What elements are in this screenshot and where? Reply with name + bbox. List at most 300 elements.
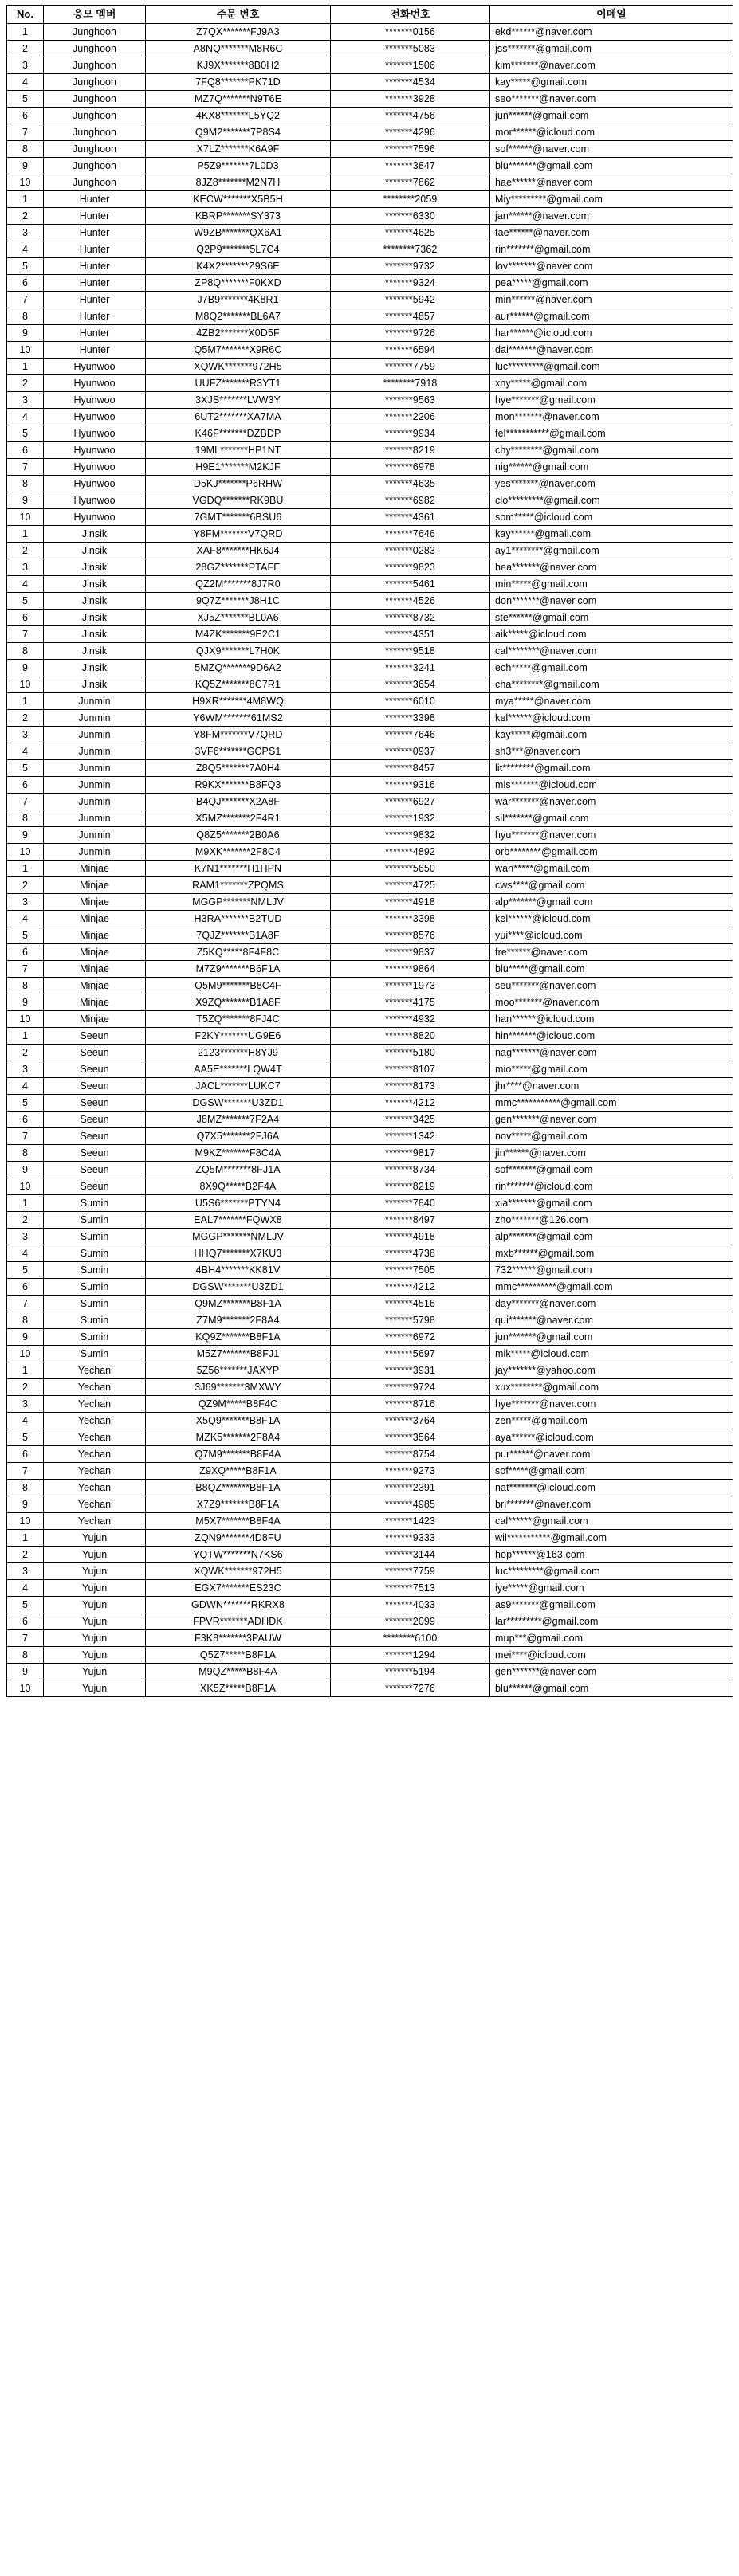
- cell-order-number: DGSW*******U3ZD1: [146, 1095, 331, 1112]
- cell-phone: *******3847: [331, 158, 490, 174]
- cell-no: 1: [7, 1362, 44, 1379]
- cell-no: 9: [7, 1496, 44, 1513]
- table-row: [7, 1162, 733, 1178]
- cell-email: rin*******@gmail.com: [490, 241, 733, 258]
- cell-member: Junmin: [44, 760, 146, 777]
- cell-no: 6: [7, 610, 44, 626]
- cell-no: 1: [7, 24, 44, 41]
- table-row: [7, 894, 733, 911]
- cell-no: 10: [7, 676, 44, 693]
- cell-member: Sumin: [44, 1329, 146, 1346]
- cell-member: Hunter: [44, 208, 146, 225]
- table-row: [7, 1128, 733, 1145]
- cell-phone: *******5083: [331, 41, 490, 57]
- cell-email: rin*******@icloud.com: [490, 1178, 733, 1195]
- cell-email: cal******@gmail.com: [490, 1513, 733, 1530]
- cell-member: Junghoon: [44, 174, 146, 191]
- cell-no: 3: [7, 1229, 44, 1245]
- cell-no: 6: [7, 1279, 44, 1296]
- table-row: [7, 425, 733, 442]
- cell-member: Jinsik: [44, 626, 146, 643]
- cell-order-number: F2KY*******UG9E6: [146, 1028, 331, 1045]
- cell-no: 10: [7, 1178, 44, 1195]
- cell-order-number: X7LZ*******K6A9F: [146, 141, 331, 158]
- column-header-member: 응모 멤버: [44, 6, 146, 24]
- cell-order-number: Z8Q5*******7A0H4: [146, 760, 331, 777]
- cell-no: 1: [7, 1195, 44, 1212]
- cell-email: moo*******@naver.com: [490, 994, 733, 1011]
- cell-phone: *******8219: [331, 1178, 490, 1195]
- cell-email: sof******@naver.com: [490, 141, 733, 158]
- cell-no: 5: [7, 91, 44, 108]
- cell-order-number: 3XJS*******LVW3Y: [146, 392, 331, 409]
- cell-no: 2: [7, 375, 44, 392]
- table-row: [7, 1078, 733, 1095]
- cell-order-number: KQ5Z*******8C7R1: [146, 676, 331, 693]
- table-row: [7, 375, 733, 392]
- cell-phone: *******7513: [331, 1580, 490, 1597]
- cell-member: Junghoon: [44, 141, 146, 158]
- cell-order-number: XJ5Z*******BL0A6: [146, 610, 331, 626]
- cell-no: 9: [7, 492, 44, 509]
- cell-no: 6: [7, 108, 44, 124]
- cell-email: hea*******@naver.com: [490, 559, 733, 576]
- cell-order-number: Y6WM*******61MS2: [146, 710, 331, 727]
- cell-phone: *******6978: [331, 459, 490, 476]
- table-row: [7, 124, 733, 141]
- cell-email: fre******@naver.com: [490, 944, 733, 961]
- table-row: [7, 961, 733, 978]
- cell-phone: *******9732: [331, 258, 490, 275]
- cell-no: 8: [7, 476, 44, 492]
- cell-member: Junghoon: [44, 57, 146, 74]
- cell-phone: *******9823: [331, 559, 490, 576]
- cell-no: 2: [7, 1212, 44, 1229]
- cell-phone: *******2206: [331, 409, 490, 425]
- cell-member: Junghoon: [44, 24, 146, 41]
- table-row: [7, 1011, 733, 1028]
- table-row: [7, 1329, 733, 1346]
- table-row: [7, 459, 733, 476]
- table-row: [7, 1312, 733, 1329]
- cell-email: cal********@naver.com: [490, 643, 733, 660]
- cell-email: jin******@naver.com: [490, 1145, 733, 1162]
- table-row: [7, 1547, 733, 1563]
- cell-member: Seeun: [44, 1162, 146, 1178]
- cell-email: yes*******@naver.com: [490, 476, 733, 492]
- cell-email: mor******@icloud.com: [490, 124, 733, 141]
- cell-email: clo*********@gmail.com: [490, 492, 733, 509]
- cell-phone: *******5798: [331, 1312, 490, 1329]
- table-row: [7, 308, 733, 325]
- cell-phone: *******4175: [331, 994, 490, 1011]
- cell-order-number: J7B9*******4K8R1: [146, 292, 331, 308]
- cell-order-number: H3RA*******B2TUD: [146, 911, 331, 927]
- table-row: [7, 777, 733, 794]
- cell-email: sil*******@gmail.com: [490, 810, 733, 827]
- cell-order-number: ZP8Q*******F0KXD: [146, 275, 331, 292]
- cell-member: Minjae: [44, 911, 146, 927]
- cell-no: 2: [7, 1045, 44, 1061]
- table-row: [7, 41, 733, 57]
- cell-email: mik*****@icloud.com: [490, 1346, 733, 1362]
- cell-no: 5: [7, 1262, 44, 1279]
- cell-member: Yujun: [44, 1580, 146, 1597]
- cell-no: 7: [7, 1296, 44, 1312]
- cell-order-number: P5Z9*******7L0D3: [146, 158, 331, 174]
- table-row: [7, 1630, 733, 1647]
- cell-order-number: Z9XQ*****B8F1A: [146, 1463, 331, 1480]
- cell-email: alp*******@gmail.com: [490, 1229, 733, 1245]
- cell-member: Sumin: [44, 1229, 146, 1245]
- cell-order-number: ZQ5M*******8FJ1A: [146, 1162, 331, 1178]
- cell-email: har******@icloud.com: [490, 325, 733, 342]
- cell-email: don*******@naver.com: [490, 593, 733, 610]
- cell-order-number: Q2P9*******5L7C4: [146, 241, 331, 258]
- cell-phone: ********7918: [331, 375, 490, 392]
- cell-no: 10: [7, 1011, 44, 1028]
- table-row: [7, 1613, 733, 1630]
- cell-member: Jinsik: [44, 643, 146, 660]
- cell-phone: *******2099: [331, 1613, 490, 1630]
- cell-order-number: H9E1*******M2KJF: [146, 459, 331, 476]
- cell-order-number: 4ZB2*******X0D5F: [146, 325, 331, 342]
- table-row: [7, 927, 733, 944]
- cell-phone: *******5194: [331, 1664, 490, 1680]
- cell-phone: *******7759: [331, 1563, 490, 1580]
- table-row: [7, 526, 733, 543]
- cell-no: 9: [7, 158, 44, 174]
- cell-phone: *******6982: [331, 492, 490, 509]
- cell-email: zho*******@126.com: [490, 1212, 733, 1229]
- cell-member: Hunter: [44, 325, 146, 342]
- cell-order-number: XQWK*******972H5: [146, 359, 331, 375]
- cell-phone: *******3241: [331, 660, 490, 676]
- cell-email: luc*********@gmail.com: [490, 1563, 733, 1580]
- table-header-row: [7, 6, 733, 24]
- table-row: [7, 1112, 733, 1128]
- cell-member: Junghoon: [44, 41, 146, 57]
- column-header-no: No.: [7, 6, 44, 24]
- cell-email: hop******@163.com: [490, 1547, 733, 1563]
- table-row: [7, 191, 733, 208]
- cell-member: Hyunwoo: [44, 425, 146, 442]
- table-row: [7, 1178, 733, 1195]
- cell-order-number: Q5M7*******X9R6C: [146, 342, 331, 359]
- cell-phone: *******4918: [331, 1229, 490, 1245]
- cell-no: 8: [7, 1480, 44, 1496]
- cell-member: Jinsik: [44, 610, 146, 626]
- cell-email: nat*******@icloud.com: [490, 1480, 733, 1496]
- cell-email: pea*****@gmail.com: [490, 275, 733, 292]
- cell-order-number: M5X7*******B8F4A: [146, 1513, 331, 1530]
- table-row: [7, 1028, 733, 1045]
- cell-email: blu*****@gmail.com: [490, 961, 733, 978]
- cell-no: 9: [7, 827, 44, 844]
- cell-member: Yujun: [44, 1613, 146, 1630]
- cell-member: Hunter: [44, 308, 146, 325]
- table-row: [7, 861, 733, 877]
- table-row: [7, 174, 733, 191]
- cell-no: 8: [7, 978, 44, 994]
- cell-member: Junghoon: [44, 74, 146, 91]
- cell-member: Sumin: [44, 1195, 146, 1212]
- cell-phone: *******3928: [331, 91, 490, 108]
- table-row: [7, 1597, 733, 1613]
- cell-phone: *******9273: [331, 1463, 490, 1480]
- table-row: [7, 1413, 733, 1429]
- cell-no: 2: [7, 543, 44, 559]
- cell-phone: *******7276: [331, 1680, 490, 1697]
- cell-member: Junghoon: [44, 91, 146, 108]
- table-row: [7, 593, 733, 610]
- table-row: [7, 1429, 733, 1446]
- cell-member: Yujun: [44, 1563, 146, 1580]
- cell-phone: *******8754: [331, 1446, 490, 1463]
- cell-order-number: MGGP*******NMLJV: [146, 894, 331, 911]
- cell-phone: *******4351: [331, 626, 490, 643]
- table-row: [7, 676, 733, 693]
- cell-email: mio*****@gmail.com: [490, 1061, 733, 1078]
- cell-order-number: Y8FM*******V7QRD: [146, 727, 331, 743]
- cell-member: Seeun: [44, 1112, 146, 1128]
- cell-member: Minjae: [44, 1011, 146, 1028]
- cell-no: 1: [7, 1028, 44, 1045]
- cell-email: 732******@gmail.com: [490, 1262, 733, 1279]
- cell-order-number: Q5Z7*****B8F1A: [146, 1647, 331, 1664]
- cell-phone: *******4361: [331, 509, 490, 526]
- cell-member: Hyunwoo: [44, 392, 146, 409]
- cell-email: xia*******@gmail.com: [490, 1195, 733, 1212]
- cell-order-number: K7N1*******H1HPN: [146, 861, 331, 877]
- cell-phone: *******9316: [331, 777, 490, 794]
- cell-no: 7: [7, 1128, 44, 1145]
- cell-order-number: Q9MZ*******B8F1A: [146, 1296, 331, 1312]
- cell-phone: *******4756: [331, 108, 490, 124]
- cell-member: Seeun: [44, 1095, 146, 1112]
- cell-email: sof*****@gmail.com: [490, 1463, 733, 1480]
- cell-member: Seeun: [44, 1078, 146, 1095]
- cell-email: kay*****@gmail.com: [490, 727, 733, 743]
- cell-member: Yechan: [44, 1496, 146, 1513]
- table-row: [7, 743, 733, 760]
- cell-member: Junmin: [44, 710, 146, 727]
- cell-member: Hyunwoo: [44, 459, 146, 476]
- cell-phone: *******8820: [331, 1028, 490, 1045]
- cell-member: Yechan: [44, 1396, 146, 1413]
- table-row: [7, 492, 733, 509]
- cell-no: 1: [7, 1530, 44, 1547]
- cell-no: 3: [7, 392, 44, 409]
- cell-order-number: JACL*******LUKC7: [146, 1078, 331, 1095]
- table-row: [7, 1262, 733, 1279]
- cell-member: Junmin: [44, 794, 146, 810]
- cell-member: Hunter: [44, 292, 146, 308]
- cell-email: xny*****@gmail.com: [490, 375, 733, 392]
- cell-email: kay*****@gmail.com: [490, 74, 733, 91]
- cell-order-number: 6UT2*******XA7MA: [146, 409, 331, 425]
- cell-phone: *******9333: [331, 1530, 490, 1547]
- cell-order-number: 5Z56*******JAXYP: [146, 1362, 331, 1379]
- cell-phone: *******4033: [331, 1597, 490, 1613]
- cell-email: gen*******@naver.com: [490, 1112, 733, 1128]
- cell-member: Jinsik: [44, 576, 146, 593]
- cell-email: alp*******@gmail.com: [490, 894, 733, 911]
- table-row: [7, 1045, 733, 1061]
- cell-phone: *******4296: [331, 124, 490, 141]
- cell-phone: *******9837: [331, 944, 490, 961]
- cell-no: 7: [7, 961, 44, 978]
- cell-email: hae******@naver.com: [490, 174, 733, 191]
- cell-phone: *******3654: [331, 676, 490, 693]
- cell-member: Seeun: [44, 1178, 146, 1195]
- cell-email: pur******@naver.com: [490, 1446, 733, 1463]
- cell-member: Jinsik: [44, 543, 146, 559]
- column-header-phone: 전화번호: [331, 6, 490, 24]
- cell-no: 6: [7, 275, 44, 292]
- cell-email: kay******@gmail.com: [490, 526, 733, 543]
- cell-member: Sumin: [44, 1212, 146, 1229]
- cell-phone: *******8716: [331, 1396, 490, 1413]
- table-row: [7, 693, 733, 710]
- cell-phone: *******7862: [331, 174, 490, 191]
- cell-phone: *******8576: [331, 927, 490, 944]
- cell-email: lar*********@gmail.com: [490, 1613, 733, 1630]
- cell-no: 2: [7, 710, 44, 727]
- cell-no: 5: [7, 258, 44, 275]
- table-row: [7, 91, 733, 108]
- cell-email: kim*******@naver.com: [490, 57, 733, 74]
- table-row: [7, 1463, 733, 1480]
- cell-no: 2: [7, 208, 44, 225]
- cell-order-number: M9XK*******2F8C4: [146, 844, 331, 861]
- entries-table: [6, 5, 733, 1697]
- cell-email: sh3***@naver.com: [490, 743, 733, 760]
- cell-member: Minjae: [44, 877, 146, 894]
- cell-member: Junmin: [44, 743, 146, 760]
- cell-order-number: K4X2*******Z9S6E: [146, 258, 331, 275]
- table-row: [7, 1664, 733, 1680]
- cell-order-number: M7Z9*******B6F1A: [146, 961, 331, 978]
- cell-member: Minjae: [44, 944, 146, 961]
- cell-order-number: Z7M9*******2F8A4: [146, 1312, 331, 1329]
- cell-email: hye*******@gmail.com: [490, 392, 733, 409]
- cell-order-number: J8MZ*******7F2A4: [146, 1112, 331, 1128]
- cell-phone: *******0283: [331, 543, 490, 559]
- cell-member: Junghoon: [44, 158, 146, 174]
- cell-no: 5: [7, 927, 44, 944]
- cell-order-number: MGGP*******NMLJV: [146, 1229, 331, 1245]
- cell-phone: *******4635: [331, 476, 490, 492]
- table-row: [7, 1647, 733, 1664]
- cell-no: 4: [7, 1245, 44, 1262]
- cell-email: jun******@gmail.com: [490, 108, 733, 124]
- cell-email: ekd******@naver.com: [490, 24, 733, 41]
- table-row: [7, 559, 733, 576]
- cell-no: 3: [7, 1396, 44, 1413]
- table-row: [7, 241, 733, 258]
- table-row: [7, 275, 733, 292]
- cell-phone: *******4857: [331, 308, 490, 325]
- cell-phone: *******6927: [331, 794, 490, 810]
- cell-order-number: T5ZQ*******8FJ4C: [146, 1011, 331, 1028]
- cell-order-number: QJX9*******L7H0K: [146, 643, 331, 660]
- table-row: [7, 1379, 733, 1396]
- cell-email: Miy*********@gmail.com: [490, 191, 733, 208]
- cell-phone: ********7362: [331, 241, 490, 258]
- cell-member: Junmin: [44, 777, 146, 794]
- cell-member: Hyunwoo: [44, 509, 146, 526]
- cell-no: 8: [7, 810, 44, 827]
- table-row: [7, 727, 733, 743]
- cell-member: Minjae: [44, 861, 146, 877]
- cell-order-number: Q7X5*******2FJ6A: [146, 1128, 331, 1145]
- cell-member: Minjae: [44, 961, 146, 978]
- cell-email: blu******@gmail.com: [490, 1680, 733, 1697]
- cell-order-number: GDWN*******RKRX8: [146, 1597, 331, 1613]
- cell-email: luc*********@gmail.com: [490, 359, 733, 375]
- cell-phone: *******4892: [331, 844, 490, 861]
- cell-member: Junmin: [44, 693, 146, 710]
- cell-email: ste******@gmail.com: [490, 610, 733, 626]
- cell-phone: *******4212: [331, 1279, 490, 1296]
- cell-member: Junmin: [44, 844, 146, 861]
- cell-phone: *******9724: [331, 1379, 490, 1396]
- cell-phone: *******4918: [331, 894, 490, 911]
- cell-order-number: M9KZ*******F8C4A: [146, 1145, 331, 1162]
- cell-phone: *******4212: [331, 1095, 490, 1112]
- cell-member: Minjae: [44, 894, 146, 911]
- cell-member: Jinsik: [44, 660, 146, 676]
- cell-email: yui****@icloud.com: [490, 927, 733, 944]
- cell-phone: *******9817: [331, 1145, 490, 1162]
- cell-phone: *******7759: [331, 359, 490, 375]
- cell-member: Junmin: [44, 827, 146, 844]
- cell-email: kel******@icloud.com: [490, 710, 733, 727]
- cell-no: 3: [7, 57, 44, 74]
- cell-no: 10: [7, 1680, 44, 1697]
- cell-email: ech*****@gmail.com: [490, 660, 733, 676]
- cell-order-number: M8Q2*******BL6A7: [146, 308, 331, 325]
- cell-member: Seeun: [44, 1145, 146, 1162]
- cell-no: 9: [7, 1329, 44, 1346]
- cell-no: 5: [7, 1597, 44, 1613]
- cell-order-number: KECW*******X5B5H: [146, 191, 331, 208]
- cell-order-number: U5S6*******PTYN4: [146, 1195, 331, 1212]
- cell-no: 6: [7, 1613, 44, 1630]
- cell-email: gen*******@naver.com: [490, 1664, 733, 1680]
- table-row: [7, 225, 733, 241]
- table-row: [7, 208, 733, 225]
- table-row: [7, 827, 733, 844]
- cell-order-number: 4KX8*******L5YQ2: [146, 108, 331, 124]
- cell-phone: *******3564: [331, 1429, 490, 1446]
- table-row: [7, 1296, 733, 1312]
- cell-email: dai*******@naver.com: [490, 342, 733, 359]
- cell-no: 8: [7, 141, 44, 158]
- cell-no: 3: [7, 894, 44, 911]
- cell-email: aya******@icloud.com: [490, 1429, 733, 1446]
- cell-member: Seeun: [44, 1028, 146, 1045]
- table-row: [7, 509, 733, 526]
- table-row: [7, 392, 733, 409]
- cell-no: 7: [7, 794, 44, 810]
- cell-email: jss*******@gmail.com: [490, 41, 733, 57]
- cell-no: 8: [7, 1647, 44, 1664]
- cell-phone: *******5650: [331, 861, 490, 877]
- cell-phone: *******9726: [331, 325, 490, 342]
- cell-email: qui*******@naver.com: [490, 1312, 733, 1329]
